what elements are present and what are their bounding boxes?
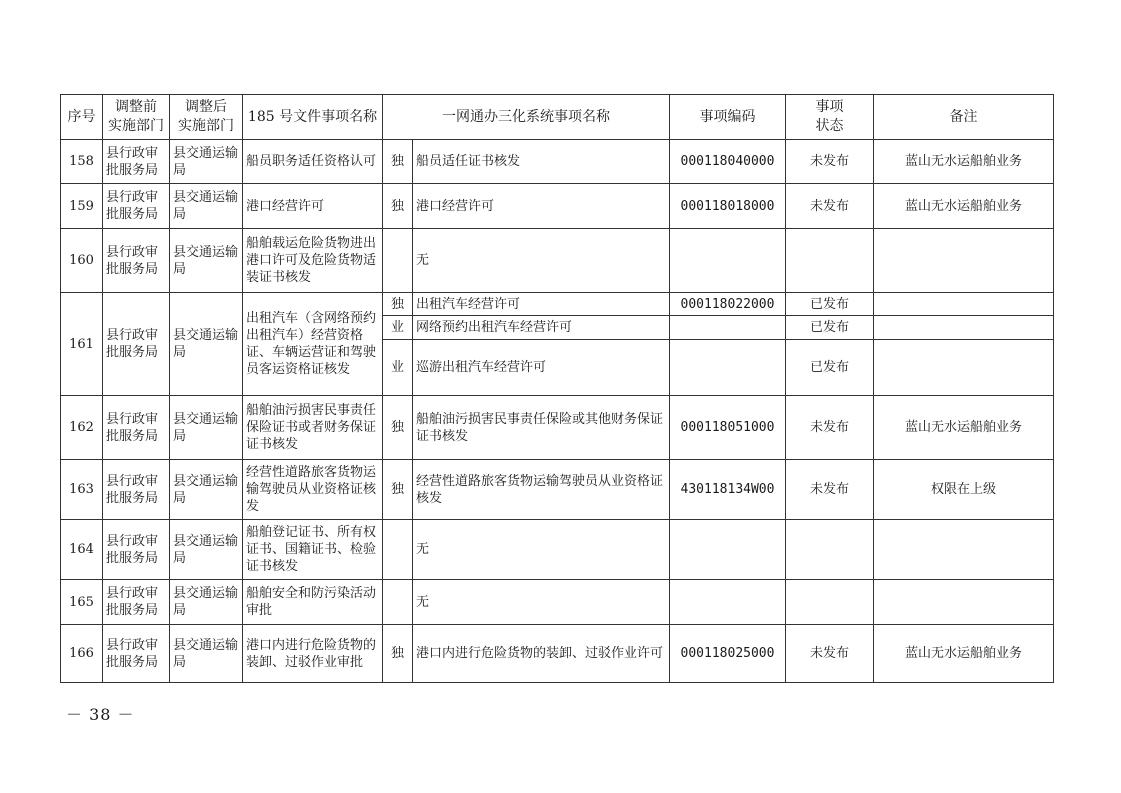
header-index: 序号	[61, 95, 103, 140]
table-row	[61, 580, 1054, 625]
system-item-name: 经营性道路旅客货物运输驾驶员从业资格证核发	[413, 460, 670, 520]
dept-after: 县交通运输局	[170, 229, 243, 293]
item-code	[670, 229, 786, 293]
item-code: 000118022000	[670, 293, 786, 316]
item-185-name: 船舶登记证书、所有权证书、国籍证书、检验证书核发	[243, 520, 383, 580]
item-code: 000118040000	[670, 140, 786, 184]
header-system-item: 一网通办三化系统事项名称	[383, 95, 670, 140]
item-note: 蓝山无水运船舶业务	[874, 140, 1054, 184]
row-index: 158	[61, 140, 103, 184]
row-index: 164	[61, 520, 103, 580]
dept-after: 县交通运输局	[170, 580, 243, 625]
item-185-name: 港口经营许可	[243, 184, 383, 229]
row-index: 166	[61, 625, 103, 683]
dept-before: 县行政审批服务局	[103, 460, 170, 520]
item-status: 未发布	[786, 460, 874, 520]
item-185-name: 经营性道路旅客货物运输驾驶员从业资格证核发	[243, 460, 383, 520]
table-row	[61, 293, 1054, 316]
item-status: 未发布	[786, 184, 874, 229]
row-index: 163	[61, 460, 103, 520]
item-status	[786, 229, 874, 293]
mode-tag	[383, 580, 413, 625]
item-185-name: 船舶安全和防污染活动审批	[243, 580, 383, 625]
item-code: 430118134W00	[670, 460, 786, 520]
item-185-name: 船舶油污损害民事责任保险证书或者财务保证证书核发	[243, 396, 383, 460]
system-item-name: 船员适任证书核发	[413, 140, 670, 184]
header-dept-before: 调整前 实施部门	[103, 95, 170, 140]
item-note: 蓝山无水运船舶业务	[874, 184, 1054, 229]
mode-tag: 独	[383, 184, 413, 229]
system-item-name: 港口经营许可	[413, 184, 670, 229]
item-code	[670, 340, 786, 396]
dept-before: 县行政审批服务局	[103, 229, 170, 293]
item-185-name: 船员职务适任资格认可	[243, 140, 383, 184]
row-index: 160	[61, 229, 103, 293]
item-status: 未发布	[786, 140, 874, 184]
system-item-name: 巡游出租汽车经营许可	[413, 340, 670, 396]
header-item-185: 185 号文件事项名称	[243, 95, 383, 140]
item-185-name: 港口内进行危险货物的装卸、过驳作业审批	[243, 625, 383, 683]
mode-tag: 独	[383, 396, 413, 460]
item-status: 已发布	[786, 293, 874, 316]
item-status	[786, 580, 874, 625]
table-row	[61, 396, 1054, 460]
dept-before: 县行政审批服务局	[103, 520, 170, 580]
dept-after: 县交通运输局	[170, 140, 243, 184]
dept-before: 县行政审批服务局	[103, 396, 170, 460]
mode-tag	[383, 520, 413, 580]
row-index: 162	[61, 396, 103, 460]
item-185-name: 出租汽车（含网络预约出租汽车）经营资格证、车辆运营证和驾驶员客运资格证核发	[243, 293, 383, 396]
row-index: 161	[61, 293, 103, 396]
item-code	[670, 316, 786, 340]
dept-before: 县行政审批服务局	[103, 293, 170, 396]
system-item-name: 无	[413, 580, 670, 625]
row-index: 159	[61, 184, 103, 229]
item-note	[874, 520, 1054, 580]
table-row	[61, 520, 1054, 580]
mode-tag	[383, 229, 413, 293]
system-item-name: 出租汽车经营许可	[413, 293, 670, 316]
item-code: 000118025000	[670, 625, 786, 683]
table-row	[61, 140, 1054, 184]
mode-tag: 独	[383, 460, 413, 520]
row-index: 165	[61, 580, 103, 625]
system-item-name: 无	[413, 229, 670, 293]
system-item-name: 港口内进行危险货物的装卸、过驳作业许可	[413, 625, 670, 683]
item-note: 蓝山无水运船舶业务	[874, 625, 1054, 683]
item-status: 已发布	[786, 316, 874, 340]
header-dept-after: 调整后 实施部门	[170, 95, 243, 140]
dept-after: 县交通运输局	[170, 293, 243, 396]
item-note	[874, 580, 1054, 625]
item-status: 未发布	[786, 625, 874, 683]
page-number: － 38 －	[66, 705, 135, 724]
mode-tag: 独	[383, 625, 413, 683]
dept-before: 县行政审批服务局	[103, 184, 170, 229]
dept-before: 县行政审批服务局	[103, 580, 170, 625]
table-header-row	[61, 95, 1054, 140]
item-status: 未发布	[786, 396, 874, 460]
mode-tag: 独	[383, 140, 413, 184]
item-note	[874, 229, 1054, 293]
item-status: 已发布	[786, 340, 874, 396]
dept-after: 县交通运输局	[170, 460, 243, 520]
item-note: 权限在上级	[874, 460, 1054, 520]
system-item-name: 无	[413, 520, 670, 580]
dept-after: 县交通运输局	[170, 625, 243, 683]
item-table	[60, 94, 1054, 683]
system-item-name: 网络预约出租汽车经营许可	[413, 316, 670, 340]
mode-tag: 独	[383, 293, 413, 316]
header-status: 事项 状态	[786, 95, 874, 140]
item-code: 000118018000	[670, 184, 786, 229]
item-note	[874, 293, 1054, 316]
item-note	[874, 316, 1054, 340]
header-note: 备注	[874, 95, 1054, 140]
table-row	[61, 460, 1054, 520]
item-note	[874, 340, 1054, 396]
system-item-name: 船舶油污损害民事责任保险或其他财务保证证书核发	[413, 396, 670, 460]
dept-after: 县交通运输局	[170, 184, 243, 229]
table-row	[61, 229, 1054, 293]
item-status	[786, 520, 874, 580]
dept-after: 县交通运输局	[170, 520, 243, 580]
mode-tag: 业	[383, 340, 413, 396]
dept-before: 县行政审批服务局	[103, 140, 170, 184]
mode-tag: 业	[383, 316, 413, 340]
table-row	[61, 625, 1054, 683]
header-code: 事项编码	[670, 95, 786, 140]
dept-before: 县行政审批服务局	[103, 625, 170, 683]
item-note: 蓝山无水运船舶业务	[874, 396, 1054, 460]
item-code	[670, 580, 786, 625]
item-185-name: 船舶载运危险货物进出港口许可及危险货物适装证书核发	[243, 229, 383, 293]
dept-after: 县交通运输局	[170, 396, 243, 460]
item-code	[670, 520, 786, 580]
item-code: 000118051000	[670, 396, 786, 460]
table-row	[61, 184, 1054, 229]
